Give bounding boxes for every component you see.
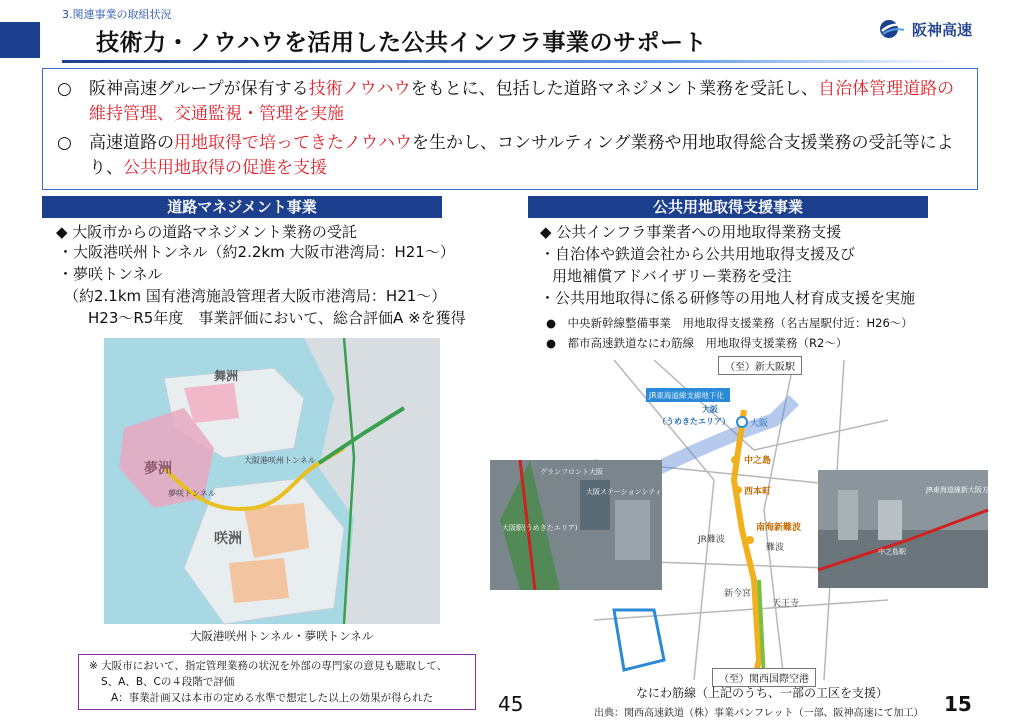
photo-label-nakanoshima: 中之島駅 [878,548,906,556]
map-label-shin-imamiya: 新今宮 [724,589,752,599]
map-label-osaka: 大阪 [750,419,769,429]
summary-text-part: 阪神高速グループが保有する [89,79,309,99]
right-line: ・自治体や鉄道会社から公共用地取得支援及び [540,245,856,263]
map-label-umekita: （うめきたエリア） [658,417,730,426]
page-number: 15 [944,692,972,716]
map-label-nakanoshima: 中之島 [744,456,772,466]
right-line: ◆ 公共インフラ事業者への用地取得業務支援 [540,223,842,241]
map-label-nishihonmachi: 西本町 [744,487,772,497]
photo-right-graphic [818,470,996,588]
evaluation-note [78,654,476,710]
note-line: S、A、B、Cの４段階で評価 [101,676,235,688]
section-label: 3.関連事業の取組状況 [62,8,172,21]
summary-highlight: 公共用地取得の促進を支援 [123,158,327,178]
nakanoshima-aerial-photo [818,470,996,588]
note-line: A：事業計画又は本市の定める水準で想定した以上の効果が得られた [111,692,434,704]
destination-south-label: （至）関西国際空港 [712,668,816,687]
logo-text: 阪神高速 [912,20,973,39]
summary-item [57,131,963,181]
note-line: ※ 大阪市において、指定管理業務の状況を外部の専門家の意見も聴取して、 [89,660,448,672]
map-label-jr-tozai: JR東海道線支線地下化 [649,391,724,400]
summary-text-part: 高速道路の [89,133,174,153]
tunnel-map-graphic [104,338,440,624]
summary-text [89,77,963,127]
page-title: 技術力・ノウハウを活用した公共インフラ事業のサポート [96,30,707,56]
project-bullet: ● 都市高速鉄道なにわ筋線 用地取得支援業務（R2～） [546,336,848,350]
umekita-aerial-photo [490,460,662,590]
left-line: ・大阪港咲州トンネル（約2.2km 大阪市港湾局：H21～） [58,243,455,261]
destination-north-label: （至）新大阪駅 [718,356,802,375]
left-line: ・夢咲トンネル [58,265,163,283]
photo-label-umekita: 大阪駅(うめきたエリア) [502,524,578,532]
left-line: H23～R5年度 事業評価において、総合評価A ※を獲得 [88,309,466,327]
summary-text-part: を生かし、コンサルティング業務や用地取得総合支援業務の受託等により、 [89,133,954,178]
title-underline [62,60,962,63]
map-label-sakishima: 咲洲 [214,531,242,547]
map-label-minami-namba: 南海新難波 [756,523,802,533]
circle-mark: ○ [57,133,72,153]
summary-highlight: 技術ノウハウ [308,79,411,99]
map-label-tunnel1: 夢咲トンネル [168,489,216,498]
source-citation: 出典：関西高速鉄道（株）事業パンフレット（一部、阪神高速にて加工） [594,708,924,719]
map-label-jr-namba: JR難波 [698,535,725,545]
summary-item [57,77,963,127]
photo-label-jr-line: JR東海道線新大阪方面 [926,486,996,494]
project-bullet: ● 中央新幹線整備事業 用地取得支援業務（名古屋駅付近：H26～） [546,316,913,330]
page-marker: 45 [498,692,524,716]
summary-box [42,68,978,190]
summary-highlight: 自治体管理道路の維持管理、交通監視・管理を実施 [89,79,955,124]
map-label-osaka-callout: 大阪 [702,405,718,414]
left-line: ◆ 大阪市からの道路マネジメント業務の受託 [56,223,357,241]
company-logo [878,18,972,40]
summary-highlight: 用地取得で培ってきたノウハウ [174,133,412,153]
photo-left-graphic [490,460,662,590]
summary-text [89,131,963,181]
circle-mark: ○ [57,79,72,99]
summary-text-part: をもとに、包括した道路マネジメント業務を受託し、 [410,79,819,99]
photo-label-station-city: 大阪ステーションシティ [586,488,662,496]
land-acquisition-heading: 公共用地取得支援事業 [528,196,928,218]
map-label-maishima: 舞洲 [214,369,239,383]
road-management-heading: 道路マネジメント事業 [42,196,442,218]
map-caption: 大阪港咲州トンネル・夢咲トンネル [190,629,374,643]
logo-mark-icon [878,18,906,40]
map-label-tunnel2: 大阪港咲州トンネル [244,456,316,465]
map-caption-right: なにわ筋線（上記のうち、一部の工区を支援） [636,686,889,700]
right-line: 用地補償アドバイザリー業務を受注 [552,267,792,285]
photo-label-grandfront: グランフロント大阪 [540,468,603,476]
map-label-namba: 難波 [766,543,785,553]
map-label-yumeshima: 夢洲 [144,461,172,477]
tunnel-map [104,338,440,624]
left-line: （約2.1km 国有港湾施設管理者大阪市港湾局：H21～） [64,287,447,305]
map-label-tennoji: 天王寺 [772,599,800,609]
right-line: ・公共用地取得に係る研修等の用地人材育成支援を実施 [540,289,916,307]
